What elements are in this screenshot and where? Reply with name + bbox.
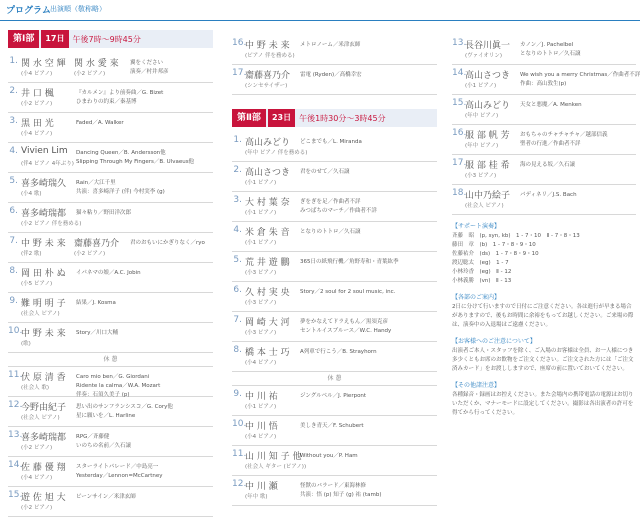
performer-name: 荒 井 遊 鵬 xyxy=(245,258,290,268)
performer2-info: (小2 ピアノ) xyxy=(74,71,106,77)
work-title: みつばちのマーチ／作曲者不詳 xyxy=(300,208,377,214)
page-title: プログラム xyxy=(6,6,51,16)
works xyxy=(300,392,366,401)
work-title: 作曲：高山敦生(p) xyxy=(520,81,567,87)
other-title: 【その他諸注意】 xyxy=(452,382,501,389)
performer-name: 中 川 瀬 xyxy=(245,482,278,492)
performer-info: (小4 ピアノ) xyxy=(21,131,53,137)
support-title: 【サポート演奏】 xyxy=(452,223,501,230)
works xyxy=(520,161,575,170)
work-title: おもちゃのチャチャチャ／越部信義 xyxy=(520,132,608,138)
program-entry xyxy=(8,234,213,263)
works xyxy=(300,318,391,336)
entry-number: 10. xyxy=(8,326,23,336)
page-subtitle: 出演順（敬称略） xyxy=(50,5,106,13)
works xyxy=(76,493,136,502)
performer-info: (小1 ピアノ) xyxy=(245,404,277,410)
performer-info: (シンセサイザー) xyxy=(245,83,288,89)
work-title: 聖者の行進／作曲者不詳 xyxy=(520,141,581,147)
performer-name: 関 水 空 輝 xyxy=(21,59,66,69)
works xyxy=(76,89,163,107)
works xyxy=(76,403,173,421)
entry-number: 13. xyxy=(452,38,467,48)
work-title: 星に願いを／L. Harline xyxy=(76,413,136,419)
program-entry xyxy=(232,66,437,95)
part1-break: 休 憩 xyxy=(8,354,213,367)
part2-time: 午後1時30分〜3時45分 xyxy=(299,113,386,123)
performer-name: 齋藤喜乃介 xyxy=(245,71,291,81)
performer-info: (小4 歌) xyxy=(21,191,42,197)
work-title: A列車で行こう／B. Strayhorn xyxy=(300,349,377,355)
works xyxy=(76,433,131,451)
work-title: セントルイスブルース／W.C. Handy xyxy=(300,328,392,334)
entry-number: 2. xyxy=(9,86,18,96)
works xyxy=(300,71,362,80)
performer-info: (小1 ピアノ) xyxy=(465,83,497,89)
program-entry xyxy=(232,223,437,252)
performer-info: (小2 ピアノ) xyxy=(21,101,53,107)
work-title: Ridente la calma／W.A. Mozart xyxy=(76,383,161,389)
program-entry xyxy=(232,477,437,506)
middle-column xyxy=(232,36,437,507)
performer2-name: 関 水 愛 來 xyxy=(74,59,119,69)
entry-number: 1. xyxy=(9,56,18,66)
performer-name: 黒 田 光 xyxy=(21,119,54,129)
performer-name: 岡 田 朴 ぬ xyxy=(21,269,66,279)
entry-number: 1. xyxy=(233,135,242,145)
works xyxy=(76,269,141,278)
performer-info: (年中 ピアノ 伴を務める) xyxy=(245,150,308,156)
entry-number: 5. xyxy=(9,176,18,186)
entry-number: 12. xyxy=(8,400,23,410)
performer-name: 喜多崎瑞都 xyxy=(21,433,67,443)
part1-time: 午後7時〜9時45分 xyxy=(72,34,141,44)
entry-number: 9. xyxy=(233,389,242,399)
left-column xyxy=(8,28,213,518)
part1-banner xyxy=(8,30,213,48)
program-entry xyxy=(8,54,213,83)
entry-number: 16. xyxy=(452,128,467,138)
entry-number: 4. xyxy=(233,225,242,235)
works xyxy=(300,168,350,177)
program-entry xyxy=(232,253,437,282)
part1-entries-continued xyxy=(232,36,437,95)
entry-number: 3. xyxy=(233,195,242,205)
work-title: 雷電 (Ryden)／高橋幸宏 xyxy=(300,72,362,78)
works xyxy=(300,422,364,431)
performer-info: (小5 ピアノ) xyxy=(21,281,53,287)
works xyxy=(300,228,361,237)
performer-name: 高山さつき xyxy=(245,168,291,178)
performer-info: (小3 ピアノ) xyxy=(245,270,277,276)
support-row: 斉藤 昭 (p, syn, kb) 1 - 7・10 Ⅱ - 7・8・13 xyxy=(452,233,580,239)
entry-number: 11. xyxy=(8,370,23,380)
program-entry xyxy=(232,36,437,65)
works xyxy=(130,239,205,248)
work-title: 怪獣のバラード／東海林修 xyxy=(300,483,367,489)
right-column xyxy=(452,36,640,418)
works xyxy=(300,482,381,500)
works xyxy=(300,258,399,267)
entry-number: 15. xyxy=(8,490,23,500)
work-title: 君をのせて／久石譲 xyxy=(300,169,350,175)
program-entry xyxy=(232,343,437,372)
work-title: Dancing Queen／B. Andersson他 xyxy=(76,150,166,156)
part1-entries xyxy=(8,54,213,353)
works xyxy=(76,179,165,197)
works xyxy=(520,131,608,149)
program-entry xyxy=(8,204,213,233)
program-entry xyxy=(8,294,213,323)
work-title: 翼をください xyxy=(130,60,164,66)
entry-number: 10. xyxy=(232,419,247,429)
part2-banner xyxy=(232,109,437,127)
performer-name: 喜多崎瑞久 xyxy=(21,179,67,189)
work-title: Story／2 soul for 2 soul music, inc. xyxy=(300,289,396,295)
support-row: 佐藤祐介 (ds) 1 - 7・8・9・10 xyxy=(452,251,539,257)
work-title: 『カルメン』より前奏曲／G. Bizet xyxy=(76,90,164,96)
work-title: 夢をかなえてドラえもん／黒須克彦 xyxy=(300,319,388,325)
works xyxy=(300,138,362,147)
work-title: 共演：喜多崎洋子 (伴) 今村実李 (g) xyxy=(76,189,165,195)
program-entry xyxy=(8,114,213,143)
notice-title: 【お客様へのご注意について】 xyxy=(452,338,536,345)
entry-number: 6. xyxy=(9,206,18,216)
performer-info: (小1 ピアノ) xyxy=(245,240,277,246)
program-entry xyxy=(452,36,636,65)
part2-entries xyxy=(232,133,437,372)
part2-break: 休 憩 xyxy=(232,373,437,386)
part2-label: 第Ⅱ部 xyxy=(232,109,266,127)
work-title: Story／川口大輔 xyxy=(76,330,119,336)
performer-info: (年中 ピアノ) xyxy=(465,143,499,149)
performer-name: 喜多崎瑞都 xyxy=(21,209,67,219)
performer-name: 高山みどり xyxy=(245,138,291,148)
program-entry xyxy=(232,313,437,342)
works xyxy=(130,59,169,77)
work-title: Caro mio ben／G. Giordani xyxy=(76,374,150,380)
performer-name: 米 倉 朱 音 xyxy=(245,228,290,238)
performer-name: 中 野 未 来 xyxy=(21,329,66,339)
performer-info: (伴2 歌) xyxy=(21,251,42,257)
entry-number: 3. xyxy=(9,116,18,126)
part2-date: 23日 xyxy=(268,109,295,127)
works xyxy=(76,209,131,218)
performer-info: (小2 ピアノ) xyxy=(21,445,53,451)
work-title: イパネマの娘／A.C. Jobin xyxy=(76,270,141,276)
program-entry xyxy=(232,447,437,476)
performer-info: (小4 ピアノ) xyxy=(21,71,53,77)
performer-info: (社会人 ピアノ) xyxy=(21,311,60,317)
program-entry xyxy=(8,144,213,173)
performer-name: 岡 崎 大 河 xyxy=(245,318,290,328)
program-entry xyxy=(452,156,636,185)
support-row: 小林玲香 (eg) Ⅱ - 12 xyxy=(452,269,512,275)
work-title: Slipping Through My Fingers／B. Ulvaeus他 xyxy=(76,159,195,165)
part1-label: 第Ⅰ部 xyxy=(8,30,39,48)
entry-number: 17. xyxy=(232,68,247,78)
work-title: We wish you a merry Christmas／作曲者不詳 xyxy=(520,72,640,78)
performer-name: 服 部 帆 芳 xyxy=(465,131,510,141)
work-title: 海の見える坂／久石譲 xyxy=(520,162,576,168)
program-entry xyxy=(452,96,636,125)
program-entry xyxy=(232,417,437,446)
entry-number: 4. xyxy=(9,146,18,156)
entry-number: 13. xyxy=(8,430,23,440)
program-entry xyxy=(8,174,213,203)
performer-name: 長谷川眞一 xyxy=(465,41,511,51)
program-entry xyxy=(232,193,437,222)
work-title: ひまわりの約束／秦基博 xyxy=(76,99,137,105)
page-header xyxy=(0,0,640,21)
entry-number: 14. xyxy=(452,68,467,78)
works xyxy=(300,198,377,216)
entry-number: 7. xyxy=(233,315,242,325)
entry-number: 9. xyxy=(9,296,18,306)
performer-name: 高山さつき xyxy=(465,71,511,81)
entry-number: 11. xyxy=(232,449,247,459)
entry-number: 7. xyxy=(9,236,18,246)
works xyxy=(76,463,163,481)
entry-number: 8. xyxy=(233,345,242,355)
work-title: 演奏／村井邦彦 xyxy=(130,69,169,75)
performer-name: 山 川 知 子 他 xyxy=(245,452,302,462)
work-title: Faded／A. Walker xyxy=(76,120,124,126)
program-entry xyxy=(452,126,636,155)
work-title: Yesterday／Lennon=McCartney xyxy=(76,473,163,479)
performer-name: 中 川 悟 xyxy=(245,422,278,432)
work-title: 美しき青天／F. Schubert xyxy=(300,423,364,429)
work-title: 結果／J. Kosma xyxy=(76,300,116,306)
performer-info: (年中 ピアノ) xyxy=(465,113,499,119)
works xyxy=(300,348,377,357)
performer-name: Vivien Lim xyxy=(21,146,68,156)
performer-info: (社会人 ギター (ピアノ)) xyxy=(245,464,307,470)
works xyxy=(300,41,360,50)
guide-title: 【各部のご案内】 xyxy=(452,294,501,301)
part2-entries-continued xyxy=(452,36,640,215)
entry-number: 5. xyxy=(233,255,242,265)
work-title: 君のおもいにかぎりなく／ryo xyxy=(130,240,205,246)
performer-info: (小4 ピアノ) xyxy=(245,360,277,366)
program-entry xyxy=(8,368,213,397)
works xyxy=(520,41,581,59)
program-entry xyxy=(8,428,213,457)
work-title: 365日の紙飛行機／角野寿和・青葉紘季 xyxy=(300,259,399,265)
works xyxy=(76,329,118,338)
work-title: スターライトパレード／中島亮一 xyxy=(76,464,159,470)
performer-info: (小4 ピアノ) xyxy=(21,475,53,481)
work-title: カノン／J. Pachelbel xyxy=(520,42,574,48)
work-title: Rain／大江千里 xyxy=(76,180,116,186)
work-title: 共演：悟 (p) 知子 (g) 祐 (tamb) xyxy=(300,492,382,498)
work-title: いのちの名前／久石譲 xyxy=(76,443,132,449)
performer-name: 伏 原 清 香 xyxy=(21,373,66,383)
support-row: 渡辺聡太 (eg) 1 - 7 xyxy=(452,260,509,266)
performer-info: (年中 歌) xyxy=(245,494,268,500)
work-title: となりのトトロ／久石譲 xyxy=(300,229,361,235)
works xyxy=(76,149,194,167)
work-title: ビーンサイン／米津玄師 xyxy=(76,494,136,500)
performer-name: 中 野 未 来 xyxy=(245,41,290,51)
performer-info: (小1 ピアノ) xyxy=(245,210,277,216)
entry-number: 12. xyxy=(232,479,247,489)
program-entry xyxy=(452,66,640,95)
support-row: 小林義勝 (vn) Ⅱ - 13 xyxy=(452,278,512,284)
performer-info: (小3 ピアノ) xyxy=(465,173,497,179)
performer-name: 大 村 葉 奈 xyxy=(245,198,290,208)
performer-info: (ピアノ 伴を務める) xyxy=(245,53,295,59)
work-title: となりのトトロ／久石譲 xyxy=(520,51,581,57)
entry-number: 8. xyxy=(9,266,18,276)
support-row: 藤田 章 (b) 1 - 7・8・9・10 xyxy=(452,242,536,248)
performer-name: 佐 藤 優 翔 xyxy=(21,463,66,473)
work-title: Without you／P. Ham xyxy=(300,453,358,459)
work-title: 思い出のサンフランシスコ／G. Cory他 xyxy=(76,404,173,410)
performer-info: (社会人 歌) xyxy=(21,385,50,391)
support-list xyxy=(452,232,636,286)
work-title: どこまでも／L. Miranda xyxy=(300,139,362,145)
program-entry xyxy=(232,283,437,312)
other-text: 各種録音・録画はお控えください。また会場内の携帯電話の電源はお切りいただくか、マナーモードに設定してください。撮影は各出演者の許可を得てから行ってください。 xyxy=(452,392,634,416)
works xyxy=(76,373,160,400)
performer-info: (小3 ピアノ) xyxy=(245,300,277,306)
performer-name: 遊 佐 旭 大 xyxy=(21,493,66,503)
part1-date: 17日 xyxy=(41,30,68,48)
performer-info: (小4 ピアノ) xyxy=(245,434,277,440)
works xyxy=(76,119,124,128)
performer2-name: 齋藤喜乃介 xyxy=(74,239,120,249)
performer-info: (伴4 ピアノ 4年ぶり) xyxy=(21,161,74,167)
works xyxy=(520,101,582,110)
performer-info: (小3 ピアノ) xyxy=(245,330,277,336)
work-title: 猫々粘り／野田洋次郎 xyxy=(76,210,132,216)
program-entry xyxy=(8,264,213,293)
performer-name: 久 村 実 央 xyxy=(245,288,290,298)
performer-info: (歌) xyxy=(21,341,31,347)
work-title: 伴奏：石須久美子 (p) xyxy=(76,392,130,398)
program-entry xyxy=(452,186,636,215)
performer-info: (小2 ピアノ) xyxy=(21,505,53,511)
program-entry xyxy=(232,133,437,162)
work-title: 天女と悪魔／A. Menken xyxy=(520,102,582,108)
performer-name: 中 野 未 来 xyxy=(21,239,66,249)
performer2-info: (小2 ピアノ) xyxy=(74,251,106,257)
entry-number: 15. xyxy=(452,98,467,108)
work-title: メトロノーム／米津玄師 xyxy=(300,42,361,48)
program-entry xyxy=(8,488,213,517)
part1-entries-after-break xyxy=(8,368,213,517)
performer-info: (小1 ピアノ) xyxy=(245,180,277,186)
performer-name: 難 明 明 子 xyxy=(21,299,66,309)
entry-number: 14. xyxy=(8,460,23,470)
performer-info: (小2 ピアノ 伴を務める) xyxy=(21,221,82,227)
performer-info: (ヴァイオリン) xyxy=(465,53,503,59)
performer-name: 高山みどり xyxy=(465,101,511,111)
entry-number: 17. xyxy=(452,158,467,168)
performer-info: (社会人 ピアノ) xyxy=(21,415,60,421)
works xyxy=(520,71,640,89)
program-entry xyxy=(8,398,213,427)
entry-number: 16. xyxy=(232,38,247,48)
entry-number: 6. xyxy=(233,285,242,295)
performer-name: 山中乃絵子 xyxy=(465,191,511,201)
works xyxy=(300,288,395,297)
performer-name: 服 部 桂 希 xyxy=(465,161,510,171)
work-title: パディネリ／J.S. Bach xyxy=(520,192,577,198)
works xyxy=(520,191,577,200)
work-title: RPG／斉藤健 xyxy=(76,434,110,440)
program-entry xyxy=(8,84,213,113)
performer-name: 橋 本 士 巧 xyxy=(245,348,290,358)
entry-number: 2. xyxy=(233,165,242,175)
notice-text: 出演者ご本人・スタッフを除く、ご入場のお客様は全員、お一人様につき多少くともお席のお飲物をご注文ください。ご注文された方には「ご注文済みカード」をお渡ししますので、座席の前に置いておいてください。 xyxy=(452,348,634,372)
performer-info: (社会人 ピアノ) xyxy=(465,203,504,209)
performer-name: 井 口 楓 xyxy=(21,89,54,99)
guide-text: 2日に分けて行いますので日付にご注意ください。各は進行が早まる場合がありますので、後もお時間に余裕をもってお越しください。ご来場の際は、演奏中の入退場はご遠慮ください。 xyxy=(452,304,634,328)
performer-name: 中 川 祐 xyxy=(245,392,278,402)
program-entry xyxy=(232,387,437,416)
work-title: ぎをぎを足／作曲者不詳 xyxy=(300,199,361,205)
work-title: ジングルベル／J. Pierpont xyxy=(300,393,367,399)
program-entry xyxy=(8,324,213,353)
program-entry xyxy=(8,458,213,487)
works xyxy=(76,299,116,308)
entry-number: 18. xyxy=(452,188,467,198)
performer-name: 今野由紀子 xyxy=(21,403,67,413)
part2-entries-after-break xyxy=(232,387,437,506)
program-entry xyxy=(232,163,437,192)
